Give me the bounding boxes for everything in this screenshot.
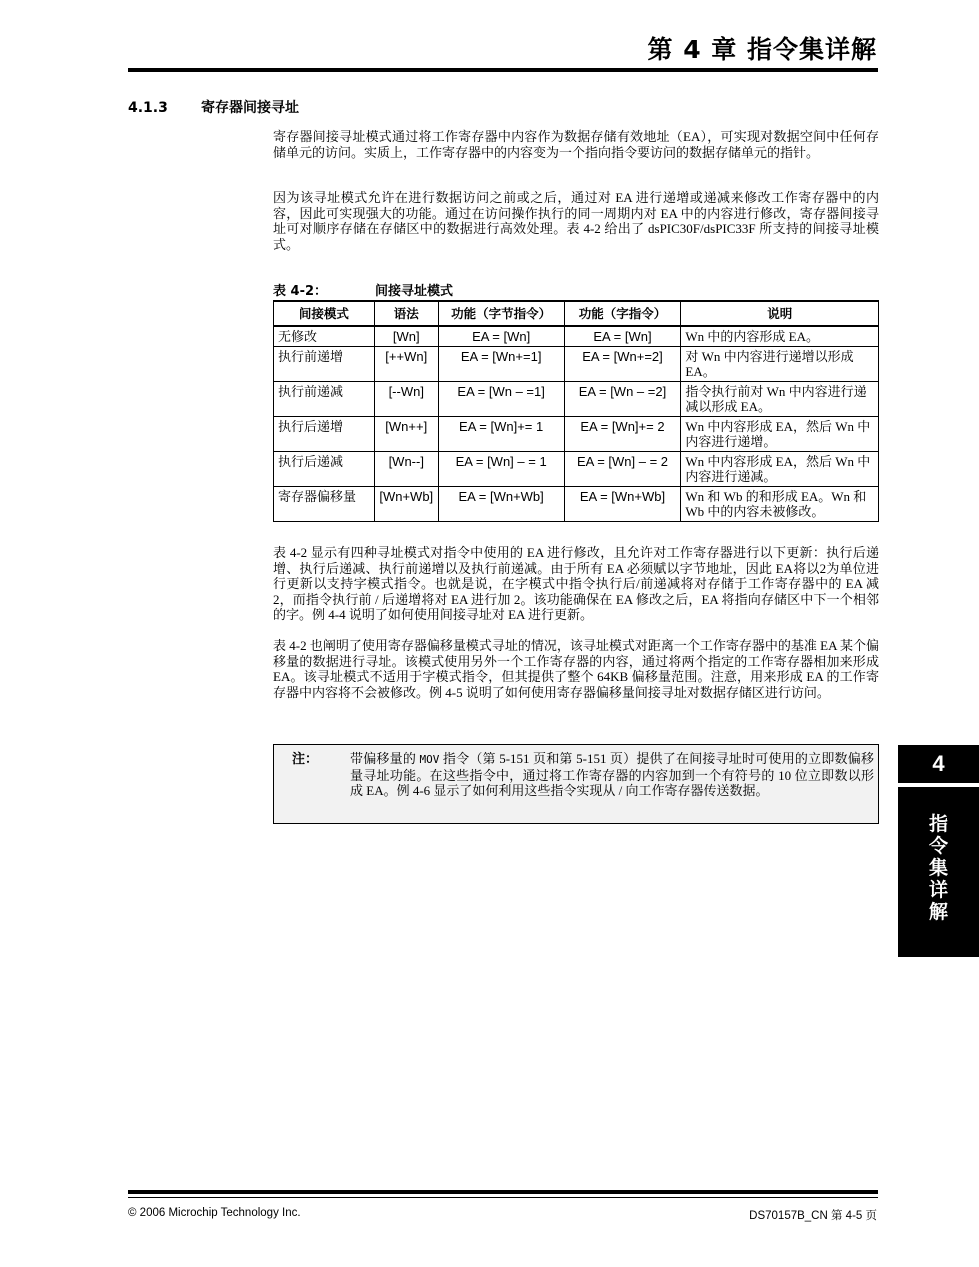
table-header-cell: 功能（字指令） <box>564 301 681 326</box>
table-row <box>274 417 879 452</box>
table-cell: EA = [Wn+Wb] <box>438 487 564 522</box>
table-cell: EA = [Wn+=1] <box>438 347 564 382</box>
table-cell: EA = [Wn] – = 2 <box>564 452 681 487</box>
table-cell: EA = [Wn – =1] <box>438 382 564 417</box>
table-cell: [Wn--] <box>374 452 438 487</box>
table-row <box>274 487 879 522</box>
table-cell: 无修改 <box>274 326 375 347</box>
table-row <box>274 347 879 382</box>
table-cell: EA = [Wn] <box>564 326 681 347</box>
footer-copyright: © 2006 Microchip Technology Inc. <box>128 1207 301 1219</box>
table-caption <box>273 280 453 299</box>
footer-page-id: DS70157B_CN 第 4-5 页 <box>749 1210 877 1222</box>
table-cell: Wn 和 Wb 的和形成 EA。Wn 和 Wb 中的内容未被修改。 <box>681 487 879 522</box>
table-cell: 执行后递减 <box>274 452 375 487</box>
table-cell: EA = [Wn – =2] <box>564 382 681 417</box>
section-title: 寄存器间接寻址 <box>201 100 299 116</box>
paragraph-2: 因为该寻址模式允许在进行数据访问之前或之后，通过对 EA 进行递增或递减来修改工作寄存器中的内容，因此可实现强大的功能。通过在访问操作执行的同一周期内对 EA 中的内容进行修改，寄存器间接寻址可对顺序存储在存储区中的数据进行高效处理。表 4-2 给出了 dsPIC30F/dsPIC33F 所支持的间接寻址模式。 <box>273 190 879 252</box>
table-cell: Wn 中内容形成 EA，然后 Wn 中内容进行递增。 <box>681 417 879 452</box>
table-cell: [Wn] <box>374 326 438 347</box>
table-header-cell: 语法 <box>374 301 438 326</box>
table-cell: Wn 中内容形成 EA，然后 Wn 中内容进行递减。 <box>681 452 879 487</box>
table-cell: 执行后递增 <box>274 417 375 452</box>
table-cell: EA = [Wn] <box>438 326 564 347</box>
paragraph-1: 寄存器间接寻址模式通过将工作寄存器中内容作为数据存储有效地址（EA），可实现对数据空间中任何存储单元的访问。实质上，工作寄存器中的内容变为一个指向指令要访问的数据存储单元的指针。 <box>273 129 879 160</box>
chapter-tab-label: 指 令 集 详 解 <box>928 813 948 923</box>
note-box <box>273 744 879 824</box>
table-caption-label: 表 4-2： <box>273 284 328 299</box>
table-cell: Wn 中的内容形成 EA。 <box>681 326 879 347</box>
table-cell: EA = [Wn+Wb] <box>564 487 681 522</box>
table-row <box>274 326 879 347</box>
table-cell: EA = [Wn]+= 2 <box>564 417 681 452</box>
chapter-title: 第 4 章 指令集详解 <box>647 35 877 64</box>
table-row <box>274 382 879 417</box>
table-cell: 执行前递减 <box>274 382 375 417</box>
table-cell: 执行前递增 <box>274 347 375 382</box>
table-header-cell: 说明 <box>681 301 879 326</box>
table-cell: EA = [Wn+=2] <box>564 347 681 382</box>
table-caption-title: 间接寻址模式 <box>375 284 454 299</box>
chapter-tab-number: 4 <box>898 745 979 783</box>
note-text-after: 指令（第 5-151 页和第 5-151 页）提供了在间接寻址时可使用的立即数偏移量寻址功能。在这些指令中，通过将工作寄存器的内容加到一个有符号的 10 位立即数以形成 EA。例 4-6 显示了如何利用这些指令实现从 / 向工作寄存器传送数据。 <box>350 751 874 799</box>
section-number: 4.1.3 <box>128 100 168 116</box>
table-cell: EA = [Wn]+= 1 <box>438 417 564 452</box>
paragraph-4: 表 4-2 也阐明了使用寄存器偏移量模式寻址的情况，该寻址模式对距离一个工作寄存器中的基准 EA 某个偏移量的数据进行寻址。该模式使用另外一个工作寄存器的内容，通过将两个指定的工作寄存器相加来形成 EA。该寻址模式不适用于字模式指令，但其提供了整个 64KB 偏移量范围。注意，用来形成 EA 的工作寄存器中内容将不会被修改。例 4-5 说明了如何使用寄存器偏移量间接寻址对数据存储区进行访问。 <box>273 638 879 700</box>
table-cell: [--Wn] <box>374 382 438 417</box>
table-header-row <box>274 301 879 326</box>
table-cell: EA = [Wn] – = 1 <box>438 452 564 487</box>
note-text-before: 带偏移量的 <box>350 751 420 766</box>
table-cell: [Wn++] <box>374 417 438 452</box>
table-cell: [Wn+Wb] <box>374 487 438 522</box>
section-heading <box>128 97 299 117</box>
table-header-cell: 间接模式 <box>274 301 375 326</box>
footer-rule <box>128 1190 878 1194</box>
table-row <box>274 452 879 487</box>
table-header-cell: 功能（字节指令） <box>438 301 564 326</box>
paragraph-3: 表 4-2 显示有四种寻址模式对指令中使用的 EA 进行修改，且允许对工作寄存器进行以下更新：执行后递增、执行后递减、执行前递增以及执行前递减。由于所有 EA 必须赋以字节地址，因此 EA将以2为单位进行更新以支持字模式指令。也就是说，在字模式中指令执行后/前递减将对存储于工作寄存器中的 EA 减 2，而指令执行前 / 后递增将对 EA 进行加 2。该功能确保在 EA 修改之后，EA 将指向存储区中下一个相邻的字。例 4-4 说明了如何使用间接寻址对 EA 进行更新。 <box>273 545 879 623</box>
table-cell: 对 Wn 中内容进行递增以形成 EA。 <box>681 347 879 382</box>
note-label: 注： <box>292 751 319 766</box>
note-code: MOV <box>419 753 440 766</box>
indirect-addressing-table <box>273 300 879 522</box>
table-cell: 寄存器偏移量 <box>274 487 375 522</box>
chapter-tab <box>898 787 979 957</box>
header-rule <box>128 68 878 72</box>
table-cell: 指令执行前对 Wn 中内容进行递减以形成 EA。 <box>681 382 879 417</box>
table-cell: [++Wn] <box>374 347 438 382</box>
footer-rule-thin <box>128 1197 878 1198</box>
note-text <box>350 751 874 799</box>
